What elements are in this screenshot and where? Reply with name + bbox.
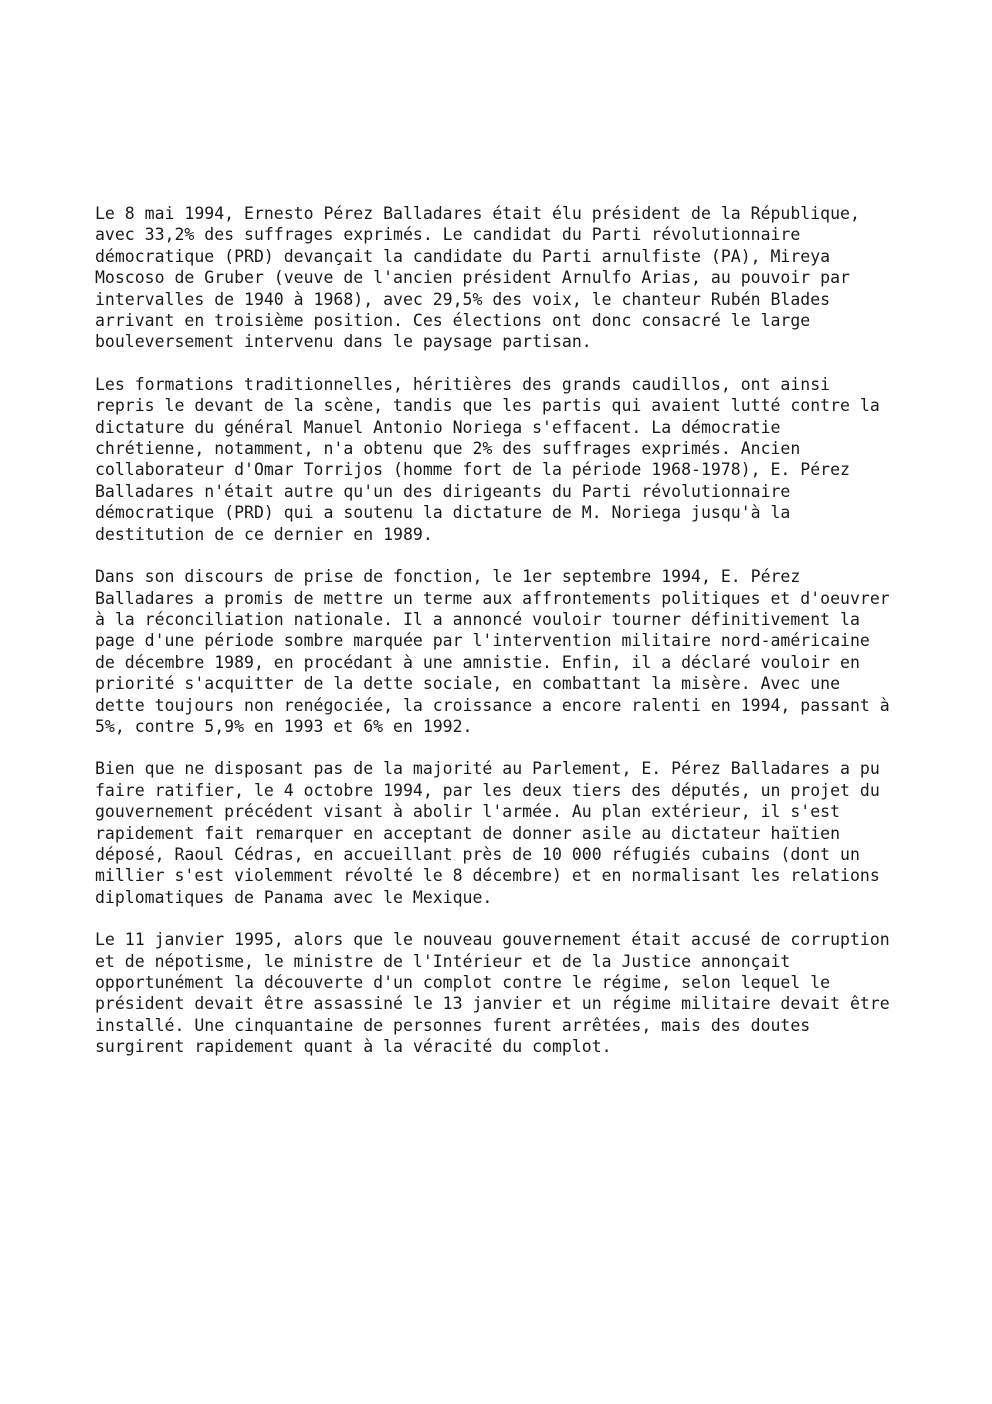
paragraph-5: Le 11 janvier 1995, alors que le nouveau gouvernement était accusé de corruption et de népotisme, le ministre de l'Intérieur et de la Justice annonçait opportunément la découverte d'un complot contre le régime, selon lequel le président devait être assassiné le 13 janvier et un régime militaire devait être installé. Une cinquantaine de personnes furent arrêtées, mais des doutes surgirent rapidement quant à la véracité du complot. [95, 930, 890, 1057]
document-page [95, 203, 955, 1079]
paragraph-1: Le 8 mai 1994, Ernesto Pérez Balladares était élu président de la République, avec 33,2% des suffrages exprimés. Le candidat du Parti révolutionnaire démocratique (PRD) devançait la candidate du Parti arnulfiste (PA), Mireya Moscoso de Gruber (veuve de l'ancien président Arnulfo Arias, au pouvoir par intervalles de 1940 à 1968), avec 29,5% des voix, le chanteur Rubén Blades arrivant en troisième position. Ces élections ont donc consacré le large bouleversement intervenu dans le paysage partisan. [95, 204, 860, 352]
paragraph-4: Bien que ne disposant pas de la majorité au Parlement, E. Pérez Balladares a pu faire ratifier, le 4 octobre 1994, par les deux tiers des députés, un projet du gouvernement précédent visant à abolir l'armée. Au plan extérieur, il s'est rapidement fait remarquer en acceptant de donner asile au dictateur haïtien déposé, Raoul Cédras, en accueillant près de 10 000 réfugiés cubains (dont un millier s'est violemment révolté le 8 décembre) et en normalisant les relations diplomatiques de Panama avec le Mexique. [95, 759, 880, 907]
paragraph-2: Les formations traditionnelles, héritières des grands caudillos, ont ainsi repris le devant de la scène, tandis que les partis qui avaient lutté contre la dictature du général Manuel Antonio Noriega s'effacent. La démocratie chrétienne, notamment, n'a obtenu que 2% des suffrages exprimés. Ancien collaborateur d'Omar Torrijos (homme fort de la période 1968-1978), E. Pérez Balladares n'était autre qu'un des dirigeants du Parti révolutionnaire démocratique (PRD) qui a soutenu la dictature de M. Noriega jusqu'à la destitution de ce dernier en 1989. [95, 374, 880, 544]
paragraph-3: Dans son discours de prise de fonction, le 1er septembre 1994, E. Pérez Balladares a promis de mettre un terme aux affrontements politiques et d'oeuvrer à la réconciliation nationale. Il a annoncé vouloir tourner définitivement la page d'une période sombre marquée par l'intervention militaire nord-américaine de décembre 1989, en procédant à une amnistie. Enfin, il a déclaré vouloir en priorité s'acquitter de la dette sociale, en combattant la misère. Avec une dette toujours non renégociée, la croissance a encore ralenti en 1994, passant à 5%, contre 5,9% en 1993 et 6% en 1992. [95, 567, 890, 736]
